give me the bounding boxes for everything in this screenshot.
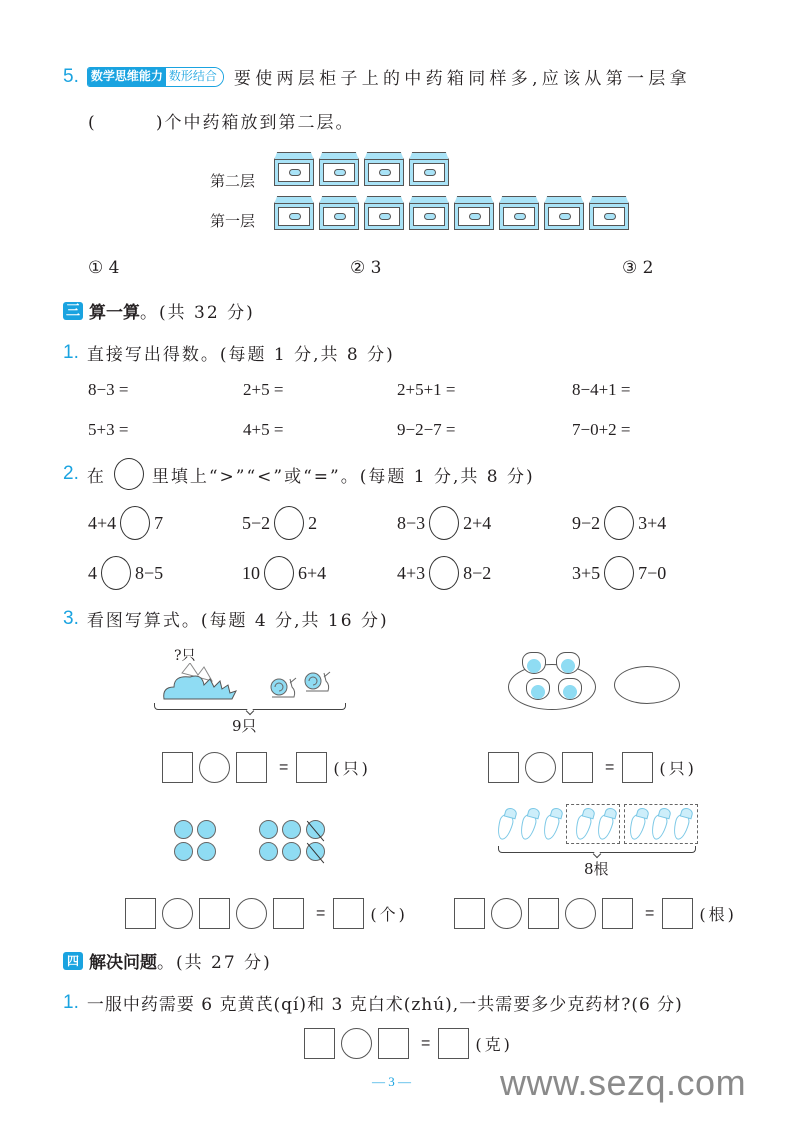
medicine-drawer-icon [409, 152, 449, 186]
compare-circle[interactable] [274, 506, 304, 540]
crossed-dot-icon [306, 842, 325, 861]
figure-carrots [490, 800, 700, 880]
section3-heading [63, 298, 255, 323]
question-label: ?只 [174, 648, 196, 664]
compare-circle[interactable] [429, 506, 459, 540]
badge-primary: 数学思维能力 [88, 68, 166, 86]
answer-box[interactable] [454, 898, 485, 929]
total-label: 8根 [584, 860, 609, 878]
lily-pad-icon [508, 664, 596, 710]
q5-text-line1: 要使两层柜子上的中药箱同样多,应该从第一层拿 [233, 69, 691, 89]
compare-item: 4+4 7 [88, 506, 163, 540]
figure-snails [150, 645, 350, 740]
q5-option-3[interactable]: ③ 2 [622, 258, 654, 278]
unit-label: (只) [659, 759, 697, 778]
answer-box[interactable] [273, 898, 304, 929]
snail-icon [268, 675, 298, 699]
brace-icon [154, 703, 346, 710]
unit-label: (克) [475, 1035, 513, 1054]
medicine-drawer-icon [364, 196, 404, 230]
frog-icon [558, 678, 582, 700]
answer-box[interactable] [662, 898, 693, 929]
compare-circle[interactable] [120, 506, 150, 540]
snail-icon [302, 669, 332, 693]
answer-box[interactable] [333, 898, 364, 929]
answer-box[interactable] [236, 752, 267, 783]
dot-icon [174, 842, 193, 861]
dot-icon [282, 842, 301, 861]
compare-item: 8−3 2+4 [397, 506, 491, 540]
page-number: — 3 — [372, 1074, 411, 1089]
dot-icon [174, 820, 193, 839]
unit-label: (个) [370, 905, 408, 924]
medicine-drawer-icon [409, 196, 449, 230]
calc-item[interactable]: 2+5 = [243, 380, 284, 399]
section4-heading [63, 948, 272, 973]
answer-box[interactable] [304, 1028, 335, 1059]
compare-item: 10 6+4 [242, 556, 326, 590]
section-number-icon: 四 [63, 952, 83, 970]
figure-dots [172, 818, 332, 864]
compare-circle[interactable] [264, 556, 294, 590]
frog-icon [526, 678, 550, 700]
operator-circle[interactable] [162, 898, 193, 929]
answer-box[interactable] [528, 898, 559, 929]
carrot-icon [518, 813, 538, 842]
section3-score: 。(共 32 分) [140, 303, 255, 323]
answer-equation-s4q1: = (克) [304, 1028, 513, 1059]
q5-text-line2: ( )个中药箱放到第二层。 [88, 113, 355, 133]
medicine-drawer-icon [499, 196, 539, 230]
answer-box[interactable] [378, 1028, 409, 1059]
ability-badge [87, 67, 224, 87]
s4-q1-prompt: 1. 一服中药需要 6 克黄芪(qí)和 3 克白术(zhú),一共需要多少克药材?(6 分) [63, 991, 683, 1015]
compare-circle[interactable] [604, 506, 634, 540]
answer-box[interactable] [562, 752, 593, 783]
compare-item: 9−2 3+4 [572, 506, 666, 540]
answer-equation-b: = (只) [488, 752, 697, 783]
carrot-icon [495, 813, 515, 842]
unit-label: (只) [333, 759, 371, 778]
dot-icon [197, 820, 216, 839]
dot-icon [259, 820, 278, 839]
carrot-icon [541, 813, 561, 842]
medicine-drawer-icon [274, 152, 314, 186]
compare-circle[interactable] [101, 556, 131, 590]
answer-box[interactable] [488, 752, 519, 783]
compare-item: 3+5 7−0 [572, 556, 666, 590]
calc-item[interactable]: 9−2−7 = [397, 420, 456, 439]
answer-box[interactable] [602, 898, 633, 929]
compare-item: 5−2 2 [242, 506, 317, 540]
medicine-drawer-icon [319, 196, 359, 230]
answer-box[interactable] [622, 752, 653, 783]
figure-frogs [508, 648, 688, 718]
calc-item[interactable]: 5+3 = [88, 420, 129, 439]
operator-circle[interactable] [525, 752, 556, 783]
operator-circle[interactable] [491, 898, 522, 929]
q5-number: 5. [63, 65, 79, 87]
q5-option-2[interactable]: ② 3 [350, 258, 382, 278]
compare-item: 4+3 8−2 [397, 556, 491, 590]
unit-label: (根) [699, 905, 737, 924]
frog-icon [556, 652, 580, 674]
q5-option-1[interactable]: ① 4 [88, 258, 120, 278]
compare-circle[interactable] [429, 556, 459, 590]
badge-secondary: 数形结合 [166, 68, 223, 86]
section4-title: 解决问题 [89, 953, 157, 973]
answer-box[interactable] [199, 898, 230, 929]
answer-box[interactable] [296, 752, 327, 783]
calc-item[interactable]: 8−4+1 = [572, 380, 631, 399]
answer-box[interactable] [438, 1028, 469, 1059]
brace-icon [498, 846, 696, 853]
operator-circle[interactable] [199, 752, 230, 783]
answer-equation-a: = (只) [162, 752, 371, 783]
s3-q3-prompt: 3. 看图写算式。(每题 4 分,共 16 分) [63, 607, 389, 631]
answer-box[interactable] [162, 752, 193, 783]
medicine-drawer-icon [454, 196, 494, 230]
empty-lily-pad-icon [614, 666, 680, 704]
shelf-bottom-label: 第一层 [210, 212, 256, 230]
section3-title: 算一算 [89, 303, 140, 323]
medicine-drawer-icon [364, 152, 404, 186]
circle-placeholder-icon [114, 458, 144, 490]
q5-header [63, 64, 691, 89]
total-label: 9只 [232, 717, 257, 735]
answer-equation-c: = (个) [125, 898, 408, 929]
calc-item[interactable]: 2+5+1 = [397, 380, 456, 399]
dot-icon [259, 842, 278, 861]
medicine-drawer-icon [319, 152, 359, 186]
medicine-drawer-icon [544, 196, 584, 230]
operator-circle[interactable] [236, 898, 267, 929]
shelf-top-label: 第二层 [210, 172, 256, 190]
answer-box[interactable] [125, 898, 156, 929]
watermark: www.sezq.com [500, 1062, 747, 1103]
shelf-top [274, 152, 454, 186]
shelf-bottom [274, 196, 634, 230]
medicine-drawer-icon [274, 196, 314, 230]
compare-circle[interactable] [604, 556, 634, 590]
frog-icon [522, 652, 546, 674]
operator-circle[interactable] [565, 898, 596, 929]
compare-item: 4 8−5 [88, 556, 163, 590]
crossed-dot-icon [306, 820, 325, 839]
medicine-drawer-icon [589, 196, 629, 230]
section-number-icon: 三 [63, 302, 83, 320]
dot-icon [197, 842, 216, 861]
calc-item[interactable]: 4+5 = [243, 420, 284, 439]
operator-circle[interactable] [341, 1028, 372, 1059]
answer-equation-d: = (根) [454, 898, 737, 929]
bush-icon [160, 663, 240, 701]
calc-item[interactable]: 7−0+2 = [572, 420, 631, 439]
calc-item[interactable]: 8−3 = [88, 380, 129, 399]
s3-q2-prompt: 2. 在 里填上“>”“<”或“=”。(每题 1 分,共 8 分) [63, 458, 535, 490]
section4-score: 。(共 27 分) [157, 953, 272, 973]
s3-q1-prompt: 1. 直接写出得数。(每题 1 分,共 8 分) [63, 341, 395, 365]
dot-icon [282, 820, 301, 839]
